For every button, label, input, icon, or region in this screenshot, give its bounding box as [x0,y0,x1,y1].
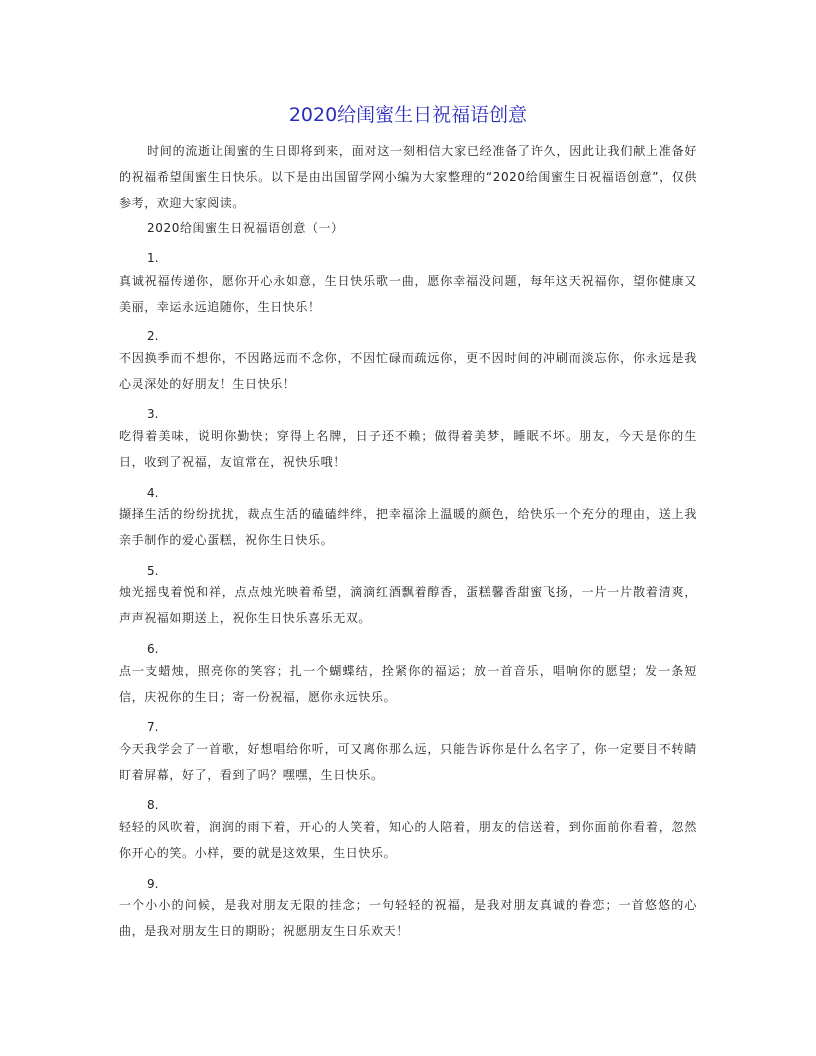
item-text: 今天我学会了一首歌，好想唱给你听，可又离你那么远，只能告诉你是什么名字了，你一定要目不转睛盯着屏幕，好了，看到了吗？嘿嘿，生日快乐。 [119,742,697,782]
item-number: 6. [147,642,159,656]
item-text: 烛光摇曳着悦和祥，点点烛光映着希望，滴滴红酒飘着醇香，蛋糕馨香甜蜜飞扬，一片一片散着清爽，声声祝福如期送上，祝你生日快乐喜乐无双。 [119,585,697,625]
item-number: 8. [147,798,159,812]
item-number: 4. [147,486,159,500]
item-text: 吃得着美味，说明你勤快；穿得上名牌，日子还不赖；做得着美梦，睡眠不坏。朋友，今天是你的生日，收到了祝福，友谊常在，祝快乐哦！ [119,429,697,469]
item-text: 轻轻的风吹着，润润的雨下着，开心的人笑着，知心的人陪着，朋友的信送着，到你面前你看着，忽然你开心的笑。小样，要的就是这效果，生日快乐。 [119,820,697,860]
item-text: 撷择生活的纷纷扰扰，裁点生活的磕磕绊绊，把幸福涂上温暖的颜色，给快乐一个充分的理由，送上我亲手制作的爱心蛋糕，祝你生日快乐。 [119,507,697,547]
item-text: 真诚祝福传递你，愿你开心永如意，生日快乐歌一曲，愿你幸福没问题，每年这天祝福你，望你健康又美丽，幸运永远追随你，生日快乐！ [119,274,697,314]
item-number: 3. [147,407,159,421]
item-text: 不因换季而不想你，不因路远而不念你，不因忙碌而疏远你，更不因时间的冲刷而淡忘你，你永远是我心灵深处的好朋友！生日快乐！ [119,351,697,391]
document-title: 2020给闺蜜生日祝福语创意 [288,104,528,126]
item-number: 1. [147,251,159,265]
item-number: 5. [147,564,159,578]
item-number: 9. [147,877,159,891]
item-text: 一个小小的问候，是我对朋友无限的挂念；一句轻轻的祝福，是我对朋友真诚的眷恋；一首悠悠的心曲，是我对朋友生日的期盼；祝愿朋友生日乐欢天！ [119,898,697,938]
item-number: 7. [147,720,159,734]
section-heading: 2020给闺蜜生日祝福语创意（一） [147,221,344,235]
intro-paragraph: 时间的流逝让闺蜜的生日即将到来，面对这一刻相信大家已经准备了许久，因此让我们献上准备好的祝福希望闺蜜生日快乐。以下是由出国留学网小编为大家整理的“2020给闺蜜生日祝福语创意”，仅供参考，欢迎大家阅读。 [119,144,697,210]
item-number: 2. [147,329,159,343]
item-text: 点一支蜡烛，照亮你的笑容；扎一个蝴蝶结，拴紧你的福运；放一首音乐，唱响你的愿望；发一条短信，庆祝你的生日；寄一份祝福，愿你永远快乐。 [119,664,697,704]
